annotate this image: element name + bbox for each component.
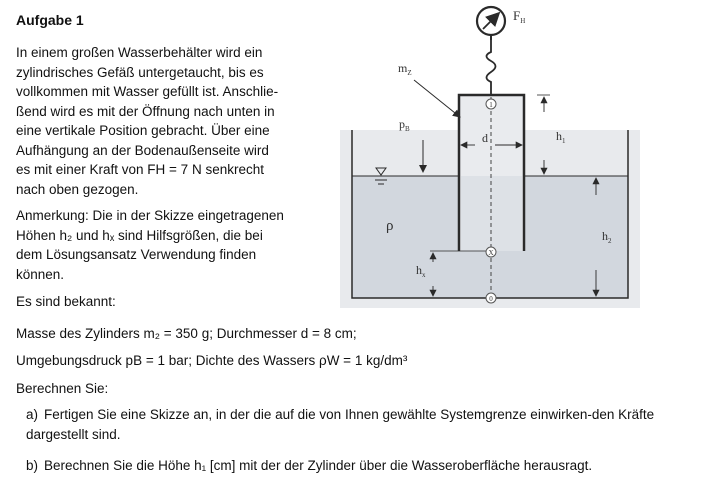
intro-line: eine vertikale Position gebracht. Über eine [16,123,270,138]
task-note [16,206,306,284]
pressure-label: $p_B$ [399,117,410,133]
note-line: dem Lösungsansatz Verwendung finden [16,247,257,262]
point-1-label: 1 [489,101,493,109]
note-line: Anmerkung: Die in der Skizze eingetragenen [16,208,284,223]
task-title: Aufgabe 1 [16,12,84,28]
question-b-text: Berechnen Sie die Höhe h₁ [cm] mit der der Zylinder über die Wasseroberfläche herausragt. [44,458,593,473]
given-values-2: Umgebungsdruck pB = 1 bar; Dichte des Wassers ρW = 1 kg/dm³ [16,353,408,368]
point-x-label: X [488,249,494,257]
h1-label: $h_1$ [556,129,566,145]
note-line: können. [16,266,65,282]
intro-line: Aufhängung an der Bodenaußenseite wird [16,142,269,158]
diameter-label: d [482,131,488,145]
point-0-label: 0 [489,295,493,303]
known-label: Es sind bekannt: [16,294,116,309]
mass-leader [414,80,460,117]
mass-label: $m_Z$ [398,61,412,77]
density-label: ρ [386,218,394,234]
compute-label: Berechnen Sie: [16,381,109,396]
hanger-hook [487,40,496,95]
force-label: $F_H$ [513,8,526,25]
note-line: Höhen h₂ und hₓ sind Hilfsgrößen, die bei [16,227,263,243]
question-b [26,456,686,476]
given-values-1: Masse des Zylinders m₂ = 350 g; Durchmesser d = 8 cm; [16,326,357,341]
intro-line: vollkommen mit Wasser gefüllt ist. Anschlie- [16,84,279,99]
intro-line: es mit einer Kraft von FH = 7 N senkrecht [16,162,264,177]
hx-label: $h_x$ [416,263,426,279]
intro-line: zylindrisches Gefäß untergetaucht, bis es [16,64,264,80]
task-intro [16,43,306,199]
intro-line: In einem großen Wasserbehälter wird ein [16,45,263,60]
intro-line: ßend wird es mit der Öffnung nach unten in [16,103,275,119]
h2-label: $h_2$ [602,229,612,245]
question-b-label: b) [26,458,39,473]
question-a [26,405,686,445]
question-a-text: Fertigen Sie eine Skizze an, in der die auf die von Ihnen gewählte Systemgrenze einwirken-den Kräfte dargestellt sind. [26,407,655,442]
question-a-label: a) [26,407,39,422]
intro-line: nach oben gezogen. [16,181,139,197]
tank-diagram [330,0,700,310]
